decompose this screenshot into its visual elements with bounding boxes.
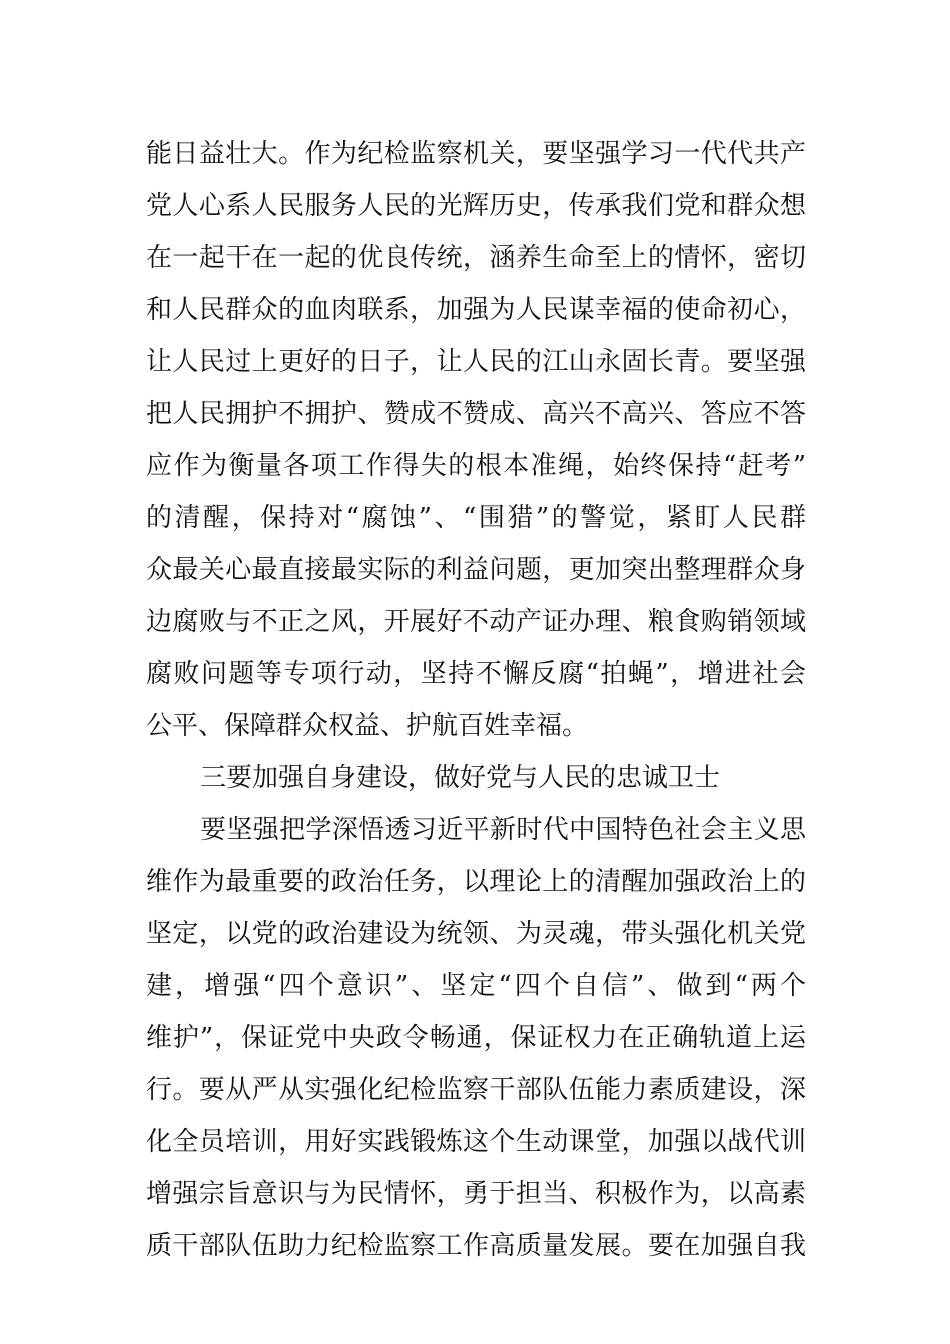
paragraph-line: 让人民过上更好的日子，让人民的江山永固长青。要坚强 [146, 347, 806, 377]
paragraph-line: 腐败问题等专项行动，坚持不懈反腐“拍蝇”，增进社会 [146, 659, 806, 689]
paragraph-line: 行。要从严从实强化纪检监察干部队伍能力素质建设，深 [146, 1075, 806, 1105]
paragraph-line: 化全员培训，用好实践锻炼这个生动课堂，加强以战代训 [146, 1127, 806, 1157]
paragraph-line: 把人民拥护不拥护、赞成不赞成、高兴不高兴、答应不答 [146, 399, 806, 429]
paragraph-line: 能日益壮大。作为纪检监察机关，要坚强学习一代代共产 [146, 139, 806, 169]
paragraph-line: 维护”，保证党中央政令畅通，保证权力在正确轨道上运 [146, 1023, 806, 1053]
paragraph-line: 公平、保障群众权益、护航百姓幸福。 [146, 711, 589, 741]
paragraph-line: 建，增强“四个意识”、坚定“四个自信”、做到“两个 [146, 971, 806, 1001]
paragraph-line: 质干部队伍助力纪检监察工作高质量发展。要在加强自我 [146, 1231, 806, 1261]
paragraph-line: 在一起干在一起的优良传统，涵养生命至上的情怀，密切 [146, 243, 806, 273]
paragraph-line: 坚定，以党的政治建设为统领、为灵魂，带头强化机关党 [146, 919, 806, 949]
paragraph-line: 应作为衡量各项工作得失的根本准绳，始终保持“赶考” [146, 451, 806, 481]
section-heading: 三要加强自身建设，做好党与人民的忠诚卫士 [200, 763, 721, 793]
paragraph-line: 增强宗旨意识与为民情怀，勇于担当、积极作为，以高素 [146, 1179, 806, 1209]
document-body [146, 128, 806, 1272]
paragraph-line: 要坚强把学深悟透习近平新时代中国特色社会主义思 [200, 815, 806, 845]
paragraph-line: 边腐败与不正之风，开展好不动产证办理、粮食购销领域 [146, 607, 806, 637]
paragraph-line: 众最关心最直接最实际的利益问题，更加突出整理群众身 [146, 555, 806, 585]
paragraph-line: 的清醒，保持对“腐蚀”、“围猎”的警觉，紧盯人民群 [146, 503, 806, 533]
paragraph-line: 维作为最重要的政治任务，以理论上的清醒加强政治上的 [146, 867, 806, 897]
paragraph-line: 党人心系人民服务人民的光辉历史，传承我们党和群众想 [146, 191, 806, 221]
paragraph-line: 和人民群众的血肉联系，加强为人民谋幸福的使命初心， [146, 295, 806, 325]
